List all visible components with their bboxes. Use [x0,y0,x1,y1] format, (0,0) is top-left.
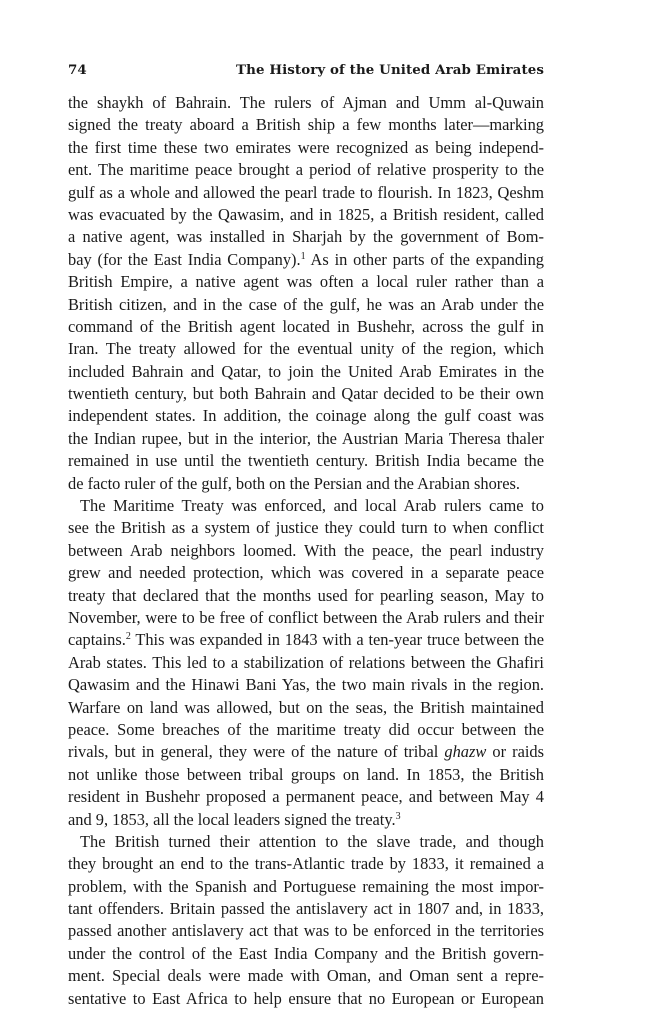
text-line: passed another antislavery act that was to be enforced in the territories [68,921,544,941]
text-line: ment. Special deals were made with Oman, and Oman sent a repre- [68,966,544,986]
text-line [68,809,544,831]
text-line: the Indian rupee, but in the interior, the Austrian Maria Theresa thaler [68,428,544,448]
text-line: command of the British agent located in Bushehr, across the gulf in [68,316,544,336]
text-segment: captains. [68,630,126,650]
text-line: under the control of the East India Company and the British govern- [68,943,544,963]
text-line: tant offenders. Britain passed the antislavery act in 1807 and, in 1833, [68,899,544,919]
text-line: resident in Bushehr proposed a permanent peace, and between May 4 [68,787,544,807]
text-line: peace. Some breaches of the maritime treaty did occur between the [68,719,544,739]
footnote-ref: 2 [125,631,131,643]
text-line: gulf as a whole and allowed the pearl trade to flourish. In 1823, Qeshm [68,182,544,202]
text-line: included Bahrain and Qatar, to join the United Arab Emirates in the [68,361,544,381]
text-line: the shaykh of Bahrain. The rulers of Ajman and Umm al-Quwain [68,93,544,112]
text-line: ent. The maritime peace brought a period of relative prosperity to the [68,160,544,180]
text-line: the first time these two emirates were recognized as being independ- [68,137,544,157]
text-line: Arab states. This led to a stabilization of relations between the Ghafiri [68,652,544,672]
text-segment: and 9, 1853, all the local leaders signed the treaty. [68,809,396,829]
text-segment: or raids [486,742,544,762]
body-text [68,92,544,1010]
text-line: The British turned their attention to the slave trade, and though [80,831,544,851]
text-line: remained in use until the twentieth century. British India became the [68,451,544,471]
page-number: 74 [68,62,87,78]
text-line [68,629,544,651]
text-line: Warfare on land was allowed, but on the seas, the British maintained [68,697,544,717]
text-line: independent states. In addition, the coinage along the gulf coast was [68,406,544,426]
text-line: they brought an end to the trans-Atlantic trade by 1833, it remained a [68,854,544,874]
text-segment: As in other parts of the expanding [305,249,544,269]
text-line: The Maritime Treaty was enforced, and local Arab rulers came to [80,496,544,516]
text-line [68,741,544,763]
text-line: Iran. The treaty allowed for the eventual unity of the region, which [68,339,544,359]
text-line: de facto ruler of the gulf, both on the Persian and the Arabian shores. [68,473,520,493]
text-line: twentieth century, but both Bahrain and Qatar decided to be their own [68,384,544,404]
running-header [68,62,544,84]
running-title: The History of the United Arab Emirates [236,62,544,78]
text-segment: This was expanded in 1843 with a ten-year truce between the [130,630,544,650]
text-line: see the British as a system of justice they could turn to when conflict [68,518,544,538]
text-line: British Empire, a native agent was often a local ruler rather than a [68,272,544,292]
text-line: Qawasim and the Hinawi Bani Yas, the two main rivals in the region. [68,675,544,695]
text-line: between Arab neighbors loomed. With the peace, the pearl industry [68,540,544,560]
text-line: British citizen, and in the case of the gulf, he was an Arab under the [68,294,544,314]
footnote-ref: 3 [395,810,401,822]
text-line: signed the treaty aboard a British ship a few months later—marking [68,115,544,135]
text-segment: rivals, but in general, they were of the nature of tribal [68,742,439,762]
text-line: sentative to East Africa to help ensure that no European or European [68,988,544,1008]
text-line: not unlike those between tribal groups on land. In 1853, the British [68,764,544,784]
text-segment: bay (for the East India Company). [68,249,301,269]
text-line: was evacuated by the Qawasim, and in 1825, a British resident, called [68,204,544,224]
text-line [68,249,544,271]
text-line: problem, with the Spanish and Portuguese remaining the most impor- [68,876,544,896]
text-line: grew and needed protection, which was covered in a separate peace [68,563,544,583]
italic-term: ghazw [444,742,487,762]
text-line: treaty that declared that the months used for pearling season, May to [68,585,544,605]
footnote-ref: 1 [300,250,306,262]
text-line: a native agent, was installed in Sharjah by the government of Bom- [68,227,544,247]
text-line: November, were to be free of conflict between the Arab rulers and their [68,607,544,627]
